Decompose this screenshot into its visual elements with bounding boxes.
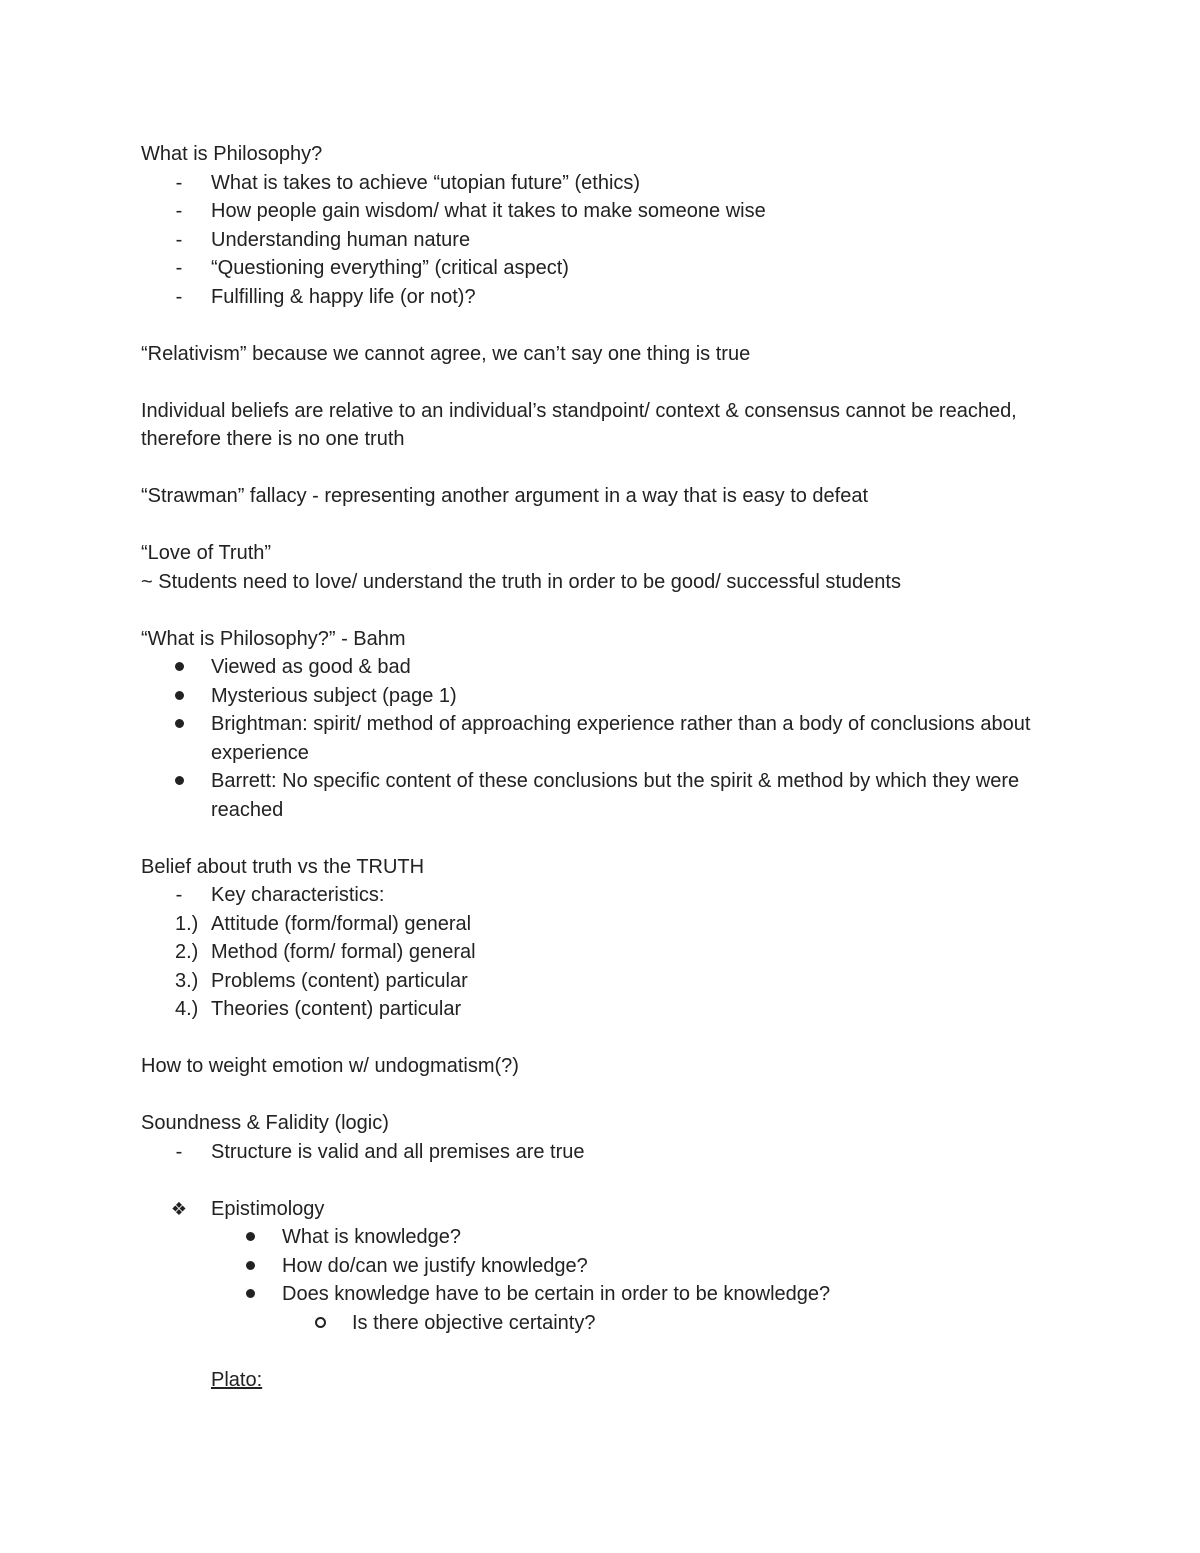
bullet-icon: [238, 1223, 262, 1252]
item-text: Method (form/ formal) general: [211, 941, 476, 963]
love-of-truth-heading: “Love of Truth”: [141, 542, 272, 564]
numbered-item: [141, 967, 1061, 996]
item-text: Problems (content) particular: [211, 969, 468, 992]
list-item: [141, 254, 1061, 283]
dash-marker: -: [175, 228, 183, 251]
emotion-line: How to weight emotion w/ undogmatism(?): [141, 1055, 519, 1077]
bullet-icon: [167, 653, 191, 682]
numbered-list: [141, 910, 1061, 1024]
item-number: 4.): [175, 998, 199, 1020]
list-item: [141, 1252, 1061, 1281]
list-item-text: Fulfilling & happy life (or not)?: [211, 285, 476, 308]
bahm-list: [141, 653, 1061, 824]
list-item-text: Understanding human nature: [211, 228, 471, 251]
list-item-text: Barrett: No specific content of these conclusions but the spirit & method by which they were reached: [211, 770, 1020, 821]
list-item: [141, 767, 1061, 824]
document-body: [141, 140, 1061, 1394]
item-number: 1.): [175, 912, 199, 935]
numbered-item: [141, 910, 1061, 939]
list-item: [141, 1223, 1061, 1252]
epistemology-text: Epistimology: [211, 1197, 325, 1220]
epistemology-heading: [141, 1195, 1061, 1224]
plato-text: Plato:: [211, 1368, 263, 1391]
epistemology-list: [141, 1223, 1061, 1337]
heading-what-is-philosophy: What is Philosophy?: [141, 143, 323, 165]
list-item-text: What is knowledge?: [282, 1226, 461, 1248]
list-item-text: Key characteristics:: [211, 884, 385, 906]
dash-marker: -: [175, 1140, 183, 1163]
bullet-icon: [167, 682, 191, 711]
bullet-icon: [238, 1252, 262, 1281]
bullet-icon: [167, 767, 191, 796]
soundness-heading: Soundness & Falidity (logic): [141, 1112, 389, 1134]
list-item: [141, 710, 1061, 767]
sub-list-item: [141, 1309, 1061, 1338]
relativism-paragraph: “Relativism” because we cannot agree, we can’t say one thing is true: [141, 342, 751, 365]
belief-heading: Belief about truth vs the TRUTH: [141, 855, 425, 878]
list-item-text: Brightman: spirit/ method of approaching experience rather than a body of conclusions about experience: [211, 713, 1031, 764]
individual-beliefs-paragraph: Individual beliefs are relative to an individual’s standpoint/ context & consensus cannot be reached, therefore there is no one truth: [141, 399, 1017, 450]
list-item-text: Structure is valid and all premises are true: [211, 1140, 585, 1163]
bullet-icon: [167, 710, 191, 739]
item-text: Attitude (form/formal) general: [211, 912, 472, 935]
list-item: [141, 283, 1061, 312]
item-number: 2.): [175, 941, 199, 963]
diamond-bullet-icon: ❖: [170, 1198, 188, 1219]
list-item-text: What is takes to achieve “utopian future” (ethics): [211, 171, 641, 194]
item-text: Theories (content) particular: [211, 998, 462, 1020]
dash-marker: -: [175, 200, 183, 222]
hollow-bullet-icon: [308, 1309, 332, 1338]
dash-marker: -: [175, 884, 183, 906]
bullet-icon: [238, 1280, 262, 1309]
list-item-text: “Questioning everything” (critical aspect): [211, 257, 569, 279]
list-item: [141, 1280, 1061, 1309]
list-item: [141, 653, 1061, 682]
list-item-text: Does knowledge have to be certain in order to be knowledge?: [282, 1283, 831, 1305]
list-item: [141, 682, 1061, 711]
list-item: [141, 169, 1061, 198]
plato-heading: [141, 1366, 1061, 1395]
students-line: ~ Students need to love/ understand the truth in order to be good/ successful students: [141, 570, 901, 593]
bahm-heading: “What is Philosophy?” - Bahm: [141, 627, 406, 650]
list-item: [141, 197, 1061, 226]
dash-marker: -: [175, 285, 183, 308]
numbered-item: [141, 938, 1061, 967]
list-item-text: How people gain wisdom/ what it takes to make someone wise: [211, 200, 766, 222]
list-item-text: Is there objective certainty?: [352, 1311, 596, 1334]
philosophy-list: [141, 169, 1061, 312]
list-item-text: Mysterious subject (page 1): [211, 684, 457, 707]
list-item: [141, 881, 1061, 910]
list-item-text: Viewed as good & bad: [211, 656, 411, 678]
list-item: [141, 1138, 1061, 1167]
list-item-text: How do/can we justify knowledge?: [282, 1254, 588, 1277]
dash-marker: -: [175, 171, 183, 194]
strawman-paragraph: “Strawman” fallacy - representing another argument in a way that is easy to defeat: [141, 485, 869, 507]
list-item: [141, 226, 1061, 255]
item-number: 3.): [175, 969, 199, 992]
numbered-item: [141, 995, 1061, 1024]
dash-marker: -: [175, 257, 183, 279]
